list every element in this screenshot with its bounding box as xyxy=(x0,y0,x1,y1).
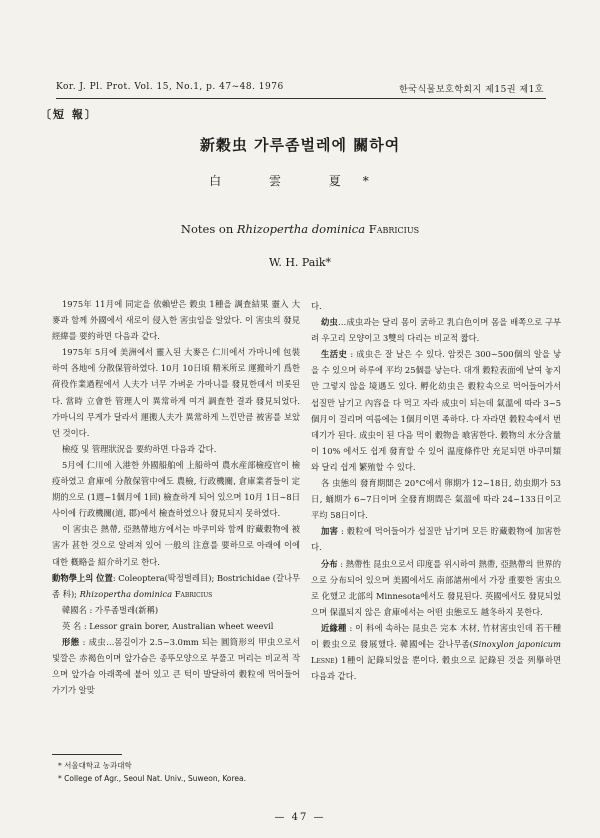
paragraph xyxy=(311,314,561,346)
paragraph xyxy=(52,521,300,569)
paragraph xyxy=(52,570,300,602)
left-column xyxy=(52,296,300,698)
page-number: — 47 — xyxy=(274,812,326,823)
right-column xyxy=(311,298,561,684)
paragraph-text: 1975年 5月에 美洲에서 靈入된 大麥은 仁川에서 가마니에 包裝하여 各地에 分散保管하였다. 10月 10日頃 精米所로 運搬하기 爲한 荷役作業過程에서 人夫가 너무 가벼운 가마니를 發見한데서 비롯된다. 當時 立會한 管理人이 異常하게 여겨 調査한 결과 發見되었다. 가마니의 무게가 달라서 運搬人夫가 異常하게 느낀만큼 被害를 보았던 것이다. xyxy=(52,347,300,438)
title-english xyxy=(0,222,600,236)
paragraph-text: : 熱帶性 昆虫으로서 印度를 위시하여 熱帶, 亞熱帶의 世界的으로 分布되어 있으며 美國에서도 南部諸州에서 가장 重要한 害虫으로 化했고 北部의 Minnesota에서도 發見된다. 英國에서도 發見되었으며 保溫되지 않은 倉庫에서는 어떤 虫態로도 越冬하지 못한다. xyxy=(311,558,561,617)
paragraph xyxy=(52,457,300,521)
paragraph xyxy=(52,634,300,698)
journal-citation: Kor. J. Pl. Prot. Vol. 15, No.1, p. 47~48. 1976 xyxy=(56,82,284,92)
species-authority: Lesne xyxy=(311,655,335,666)
header-rule xyxy=(56,98,546,99)
paragraph-text: : 成虫은 잘 날은 수 있다. 암컷은 300~500個의 알을 낳을 수 있으며 하루에 平均 25個를 낳는다. 대개 穀粒表面에 낱여 놓지만 그렇지 않을 境遇도 있다. 孵化幼虫은 穀粒속으로 먹어들어가서 섭질만 남기고 內容을 다 먹고 자라 成虫이 되는데 氣溫에 따라 3~5個月이 걸리며 여름에는 1個月이면 족하다. 다 자라면 穀粒속에서 번데기가 된다. 成虫이 된 다음 먹이 穀物을 喰害한다. 穀物의 水分含量이 10% 에서도 쉽게 發育할 수 있어 温度條件만 充足되면 바쿠미類와 달리 쉽게 繁殖할 수 있다. xyxy=(311,349,561,472)
paragraph-label: 加害 xyxy=(321,526,339,537)
author-korean: 白 雲 夏* xyxy=(209,174,391,188)
paragraph-text: 1975年 11月에 同定을 依賴받은 穀虫 1種을 調査結果 靈入 大麥과 함께 外國에서 새로이 侵入한 害虫임을 알았다. 이 害虫의 發見 經緯를 要約하면 다음과 같다. xyxy=(52,299,300,342)
paragraph xyxy=(52,296,300,344)
paragraph-text: : 穀粒에 먹어들어가 섭질만 남기며 모든 貯藏穀物에 加害한다. xyxy=(311,526,561,553)
paragraph-text: : 成虫…몸길이가 2.5~3.0mm 되는 圓筒形의 甲虫으로서 빛깔은 赤褐色이며 앞가슴은 종뚜모양으로 부풀고 머리는 비교적 작으며 앞가슴 아래쪽에 붙어 있고 큰 턱이 발달하여 穀粒에 먹어들어가기가 알맞 xyxy=(52,636,300,696)
paragraph-label: 分布 xyxy=(321,558,338,569)
paragraph xyxy=(311,346,561,475)
paragraph xyxy=(311,475,561,523)
title-korean: 新穀虫 가루좀벌레에 關하여 xyxy=(199,136,401,154)
paragraph xyxy=(52,441,300,457)
paragraph xyxy=(52,618,300,634)
author-english: W. H. Paik* xyxy=(268,256,332,269)
paragraph-label: 生活史 xyxy=(321,349,348,360)
paragraph xyxy=(311,620,561,684)
paragraph-label: 形態 xyxy=(62,636,80,647)
paragraph xyxy=(52,344,300,441)
paragraph-text: 韓國名 : 가루좀벌레(新稱) xyxy=(62,604,159,615)
paragraph xyxy=(311,556,561,620)
paragraph-text: : Coleoptera(딱정벌레目); Bostrichidae (갈나무좀 科); xyxy=(52,572,300,599)
paragraph-text: 다. xyxy=(311,301,322,311)
paragraph xyxy=(311,523,561,555)
paragraph-text: 英 名 : Lessor grain borer, Australian wheet weevil xyxy=(62,620,274,631)
footnote-korean: * 서울대학교 농과대학 xyxy=(58,761,132,770)
paragraph-text: 5月에 仁川에 入港한 外國船舶에 上船하여 農水産部檢疫官이 檢疫하였고 倉庫에 分散保管中에도 農檢, 行政機關, 倉庫業者들이 定期的으로 (1週~1個月에 1回) 檢查하게 되어 있으며 10月 1日~8日 사이에 行政機關(道, 郡)에서 檢查하였으나 發見되지 못하였다. xyxy=(52,459,300,519)
paragraph xyxy=(52,602,300,618)
section-tag: 〔短 報〕 xyxy=(40,108,98,121)
title-authority: Fabricius xyxy=(368,222,420,236)
title-prefix: Notes on xyxy=(180,222,237,236)
paragraph-label: 幼虫 xyxy=(321,317,338,328)
paragraph-text: 檢疫 및 管理狀況을 要約하면 다음과 같다. xyxy=(62,443,217,454)
paragraph-label: 近緣種 xyxy=(321,622,347,633)
paragraph-text: 이 害虫은 熱帶, 亞熱帶地方에서는 바쿠미와 함께 貯藏穀物에 被害가 甚한 것으로 알려져 있어 一般의 注意를 要하므로 아래에 이에 대한 槪略을 紹介하기로 한다. xyxy=(52,524,300,567)
paragraph-text: 各 虫態의 發育期間은 20°C에서 卵期가 12~18日, 幼虫期가 53日, 蛹期가 6~7日이며 全發育期間은 氣溫에 따라 24~133日이고 平均 58日이다. xyxy=(311,478,561,521)
paragraph-text: ) 1種이 記錄되었을 뿐이다. 穀虫으로 記錄된 것을 列擧하면 다음과 같다. xyxy=(311,655,561,682)
paragraph-text: : 이 科에 속하는 昆虫은 完本 木材, 竹材害虫인데 若干種이 穀虫으로 發展했다. 韓國에는 갈나무좀( xyxy=(311,622,561,649)
footnote-rule xyxy=(52,754,122,755)
species-name: Rhizopertha dominica xyxy=(79,588,173,599)
journal-citation-korean: 한국식물보호학회지 제15권 제1호 xyxy=(399,85,544,95)
title-species: Rhizopertha dominica xyxy=(236,222,366,236)
paragraph-text: …成虫과는 달리 몸이 굵하고 乳白色이며 몸을 배쪽으로 구부려 우고리 모양이고 3雙의 다리는 비교적 짧다. xyxy=(311,317,561,344)
footnote-english: * College of Agr., Seoul Nat. Univ., Suweon, Korea. xyxy=(58,774,247,783)
paragraph-label: 動物學上의 位置 xyxy=(52,572,113,583)
paragraph xyxy=(311,298,561,314)
species-name: Sinoxylon japonicum xyxy=(472,638,561,649)
species-authority: Fabricius xyxy=(174,588,213,599)
